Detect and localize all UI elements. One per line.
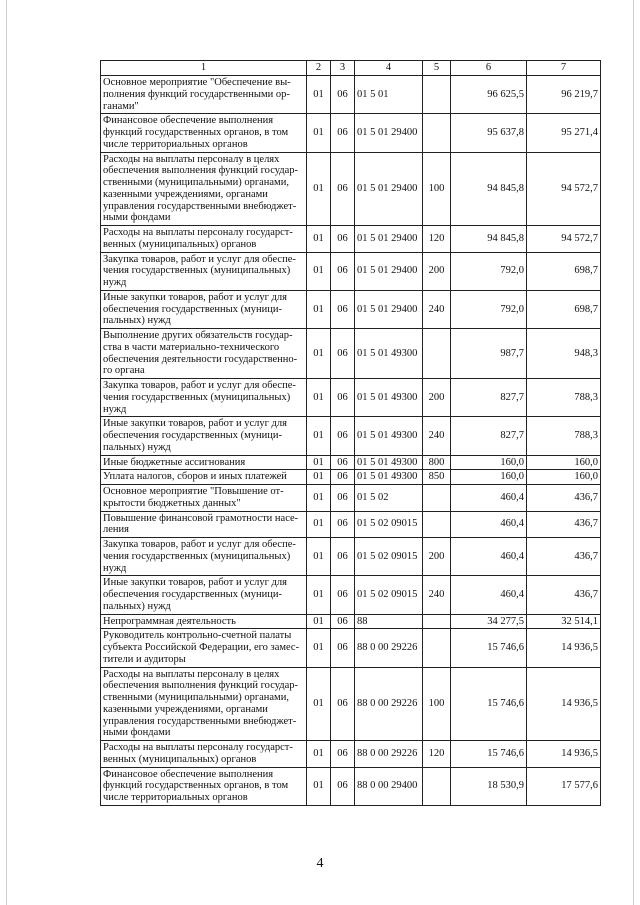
table-row <box>101 114 601 152</box>
col-header-expense-type: 5 <box>423 61 451 76</box>
row-target-code-cell: 01 5 02 <box>355 485 423 512</box>
row-section-cell: 01 <box>307 417 331 455</box>
row-amount-2-cell: 96 219,7 <box>527 76 601 114</box>
table-row <box>101 290 601 328</box>
row-subsection-cell: 06 <box>331 538 355 576</box>
row-target-code-cell: 88 0 00 29226 <box>355 741 423 768</box>
row-expense-type-cell: 100 <box>423 667 451 741</box>
row-target-code-cell: 01 5 01 49300 <box>355 329 423 379</box>
row-amount-1-cell: 160,0 <box>451 470 527 485</box>
row-expense-type-cell: 200 <box>423 538 451 576</box>
row-subsection-cell: 06 <box>331 741 355 768</box>
row-section-cell: 01 <box>307 152 331 226</box>
col-header-subsection: 3 <box>331 61 355 76</box>
row-target-code-cell: 01 5 01 29400 <box>355 252 423 290</box>
row-section-cell: 01 <box>307 226 331 253</box>
row-amount-2-cell: 788,3 <box>527 379 601 417</box>
row-amount-2-cell: 788,3 <box>527 417 601 455</box>
row-name-cell: Основное мероприятие "Повышение от- крытости бюджетных данных" <box>101 485 307 512</box>
row-target-code-cell: 01 5 02 09015 <box>355 576 423 614</box>
row-amount-2-cell: 14 936,5 <box>527 629 601 667</box>
row-target-code-cell: 01 5 02 09015 <box>355 538 423 576</box>
row-amount-2-cell: 14 936,5 <box>527 667 601 741</box>
row-amount-1-cell: 827,7 <box>451 417 527 455</box>
row-subsection-cell: 06 <box>331 226 355 253</box>
row-amount-2-cell: 698,7 <box>527 252 601 290</box>
col-header-amount-1: 6 <box>451 61 527 76</box>
table-row <box>101 417 601 455</box>
row-name-cell: Выполнение других обязательств государ- ства в части материально-технического обеспечения деятельности государственно- го органа <box>101 329 307 379</box>
row-section-cell: 01 <box>307 290 331 328</box>
row-target-code-cell: 01 5 01 49300 <box>355 455 423 470</box>
table-row <box>101 767 601 805</box>
row-amount-2-cell: 32 514,1 <box>527 614 601 629</box>
row-name-cell: Руководитель контрольно-счетной палаты субъекта Российской Федерации, его замес- тители и аудиторы <box>101 629 307 667</box>
row-amount-2-cell: 436,7 <box>527 538 601 576</box>
row-subsection-cell: 06 <box>331 417 355 455</box>
row-expense-type-cell <box>423 629 451 667</box>
row-name-cell: Расходы на выплаты персоналу в целях обеспечения выполнения функций государ- ственными (муниципальными) органами, казенными учреждениями, органами управления государственными внебюджет- ными фондами <box>101 152 307 226</box>
table-row <box>101 329 601 379</box>
row-amount-1-cell: 460,4 <box>451 576 527 614</box>
row-subsection-cell: 06 <box>331 252 355 290</box>
row-section-cell: 01 <box>307 741 331 768</box>
row-name-cell: Основное мероприятие "Обеспечение вы- полнения функций государственными ор- ганами" <box>101 76 307 114</box>
col-header-name: 1 <box>101 61 307 76</box>
table-row <box>101 379 601 417</box>
row-name-cell: Финансовое обеспечение выполнения функций государственных органов, в том числе территориальных органов <box>101 767 307 805</box>
row-target-code-cell: 88 0 00 29226 <box>355 629 423 667</box>
row-section-cell: 01 <box>307 511 331 538</box>
row-target-code-cell: 88 <box>355 614 423 629</box>
row-expense-type-cell: 240 <box>423 417 451 455</box>
row-amount-1-cell: 96 625,5 <box>451 76 527 114</box>
row-target-code-cell: 88 0 00 29226 <box>355 667 423 741</box>
row-subsection-cell: 06 <box>331 470 355 485</box>
row-expense-type-cell: 240 <box>423 290 451 328</box>
row-section-cell: 01 <box>307 252 331 290</box>
row-amount-2-cell: 698,7 <box>527 290 601 328</box>
row-name-cell: Закупка товаров, работ и услуг для обеспе- чения государственных (муниципальных) нужд <box>101 252 307 290</box>
row-amount-2-cell: 95 271,4 <box>527 114 601 152</box>
row-name-cell: Иные закупки товаров, работ и услуг для обеспечения государственных (муници- пальных) нужд <box>101 576 307 614</box>
row-name-cell: Иные закупки товаров, работ и услуг для обеспечения государственных (муници- пальных) нужд <box>101 290 307 328</box>
table-row <box>101 226 601 253</box>
row-target-code-cell: 01 5 01 49300 <box>355 379 423 417</box>
row-subsection-cell: 06 <box>331 379 355 417</box>
row-amount-1-cell: 95 637,8 <box>451 114 527 152</box>
row-section-cell: 01 <box>307 538 331 576</box>
row-target-code-cell: 01 5 01 29400 <box>355 226 423 253</box>
row-amount-1-cell: 94 845,8 <box>451 226 527 253</box>
table-row <box>101 614 601 629</box>
row-amount-1-cell: 792,0 <box>451 252 527 290</box>
row-name-cell: Повышение финансовой грамотности насе- ления <box>101 511 307 538</box>
table-row <box>101 76 601 114</box>
row-expense-type-cell: 120 <box>423 741 451 768</box>
row-section-cell: 01 <box>307 614 331 629</box>
row-name-cell: Расходы на выплаты персоналу государст- венных (муниципальных) органов <box>101 226 307 253</box>
row-subsection-cell: 06 <box>331 767 355 805</box>
table-row <box>101 741 601 768</box>
row-section-cell: 01 <box>307 329 331 379</box>
row-target-code-cell: 01 5 01 29400 <box>355 152 423 226</box>
row-section-cell: 01 <box>307 76 331 114</box>
row-target-code-cell: 01 5 01 29400 <box>355 114 423 152</box>
row-name-cell: Расходы на выплаты персоналу в целях обеспечения выполнения функций государ- ственными (муниципальными) органами, казенными учреждениями, органами управления государственными внебюджет- ными фондами <box>101 667 307 741</box>
row-expense-type-cell <box>423 329 451 379</box>
row-expense-type-cell <box>423 614 451 629</box>
row-subsection-cell: 06 <box>331 511 355 538</box>
row-name-cell: Финансовое обеспечение выполнения функций государственных органов, в том числе территориальных органов <box>101 114 307 152</box>
row-amount-1-cell: 15 746,6 <box>451 667 527 741</box>
table-row <box>101 538 601 576</box>
row-subsection-cell: 06 <box>331 114 355 152</box>
table-row <box>101 629 601 667</box>
header-row <box>101 61 601 76</box>
table-row <box>101 511 601 538</box>
row-subsection-cell: 06 <box>331 667 355 741</box>
page-number: 4 <box>316 856 324 871</box>
row-target-code-cell: 01 5 01 29400 <box>355 290 423 328</box>
row-amount-1-cell: 987,7 <box>451 329 527 379</box>
row-subsection-cell: 06 <box>331 629 355 667</box>
row-amount-2-cell: 17 577,6 <box>527 767 601 805</box>
row-section-cell: 01 <box>307 470 331 485</box>
table-row <box>101 152 601 226</box>
row-section-cell: 01 <box>307 455 331 470</box>
row-name-cell: Непрограммная деятельность <box>101 614 307 629</box>
row-target-code-cell: 01 5 01 <box>355 76 423 114</box>
row-amount-1-cell: 460,4 <box>451 485 527 512</box>
row-section-cell: 01 <box>307 379 331 417</box>
row-expense-type-cell <box>423 114 451 152</box>
row-section-cell: 01 <box>307 576 331 614</box>
row-section-cell: 01 <box>307 114 331 152</box>
col-header-target-code: 4 <box>355 61 423 76</box>
row-subsection-cell: 06 <box>331 290 355 328</box>
row-amount-2-cell: 436,7 <box>527 485 601 512</box>
row-amount-1-cell: 827,7 <box>451 379 527 417</box>
row-expense-type-cell: 120 <box>423 226 451 253</box>
row-section-cell: 01 <box>307 667 331 741</box>
row-expense-type-cell: 200 <box>423 252 451 290</box>
row-name-cell: Расходы на выплаты персоналу государст- венных (муниципальных) органов <box>101 741 307 768</box>
row-amount-2-cell: 436,7 <box>527 511 601 538</box>
row-amount-2-cell: 94 572,7 <box>527 152 601 226</box>
row-amount-1-cell: 18 530,9 <box>451 767 527 805</box>
col-header-section: 2 <box>307 61 331 76</box>
row-name-cell: Закупка товаров, работ и услуг для обеспе- чения государственных (муниципальных) нужд <box>101 379 307 417</box>
row-expense-type-cell: 240 <box>423 576 451 614</box>
table-row <box>101 252 601 290</box>
row-name-cell: Уплата налогов, сборов и иных платежей <box>101 470 307 485</box>
row-amount-2-cell: 436,7 <box>527 576 601 614</box>
row-section-cell: 01 <box>307 767 331 805</box>
table-row <box>101 455 601 470</box>
page-edge-right <box>633 0 634 905</box>
table-row <box>101 667 601 741</box>
table-row <box>101 470 601 485</box>
row-subsection-cell: 06 <box>331 576 355 614</box>
row-subsection-cell: 06 <box>331 152 355 226</box>
row-section-cell: 01 <box>307 485 331 512</box>
table-row <box>101 576 601 614</box>
row-amount-1-cell: 160,0 <box>451 455 527 470</box>
row-amount-2-cell: 948,3 <box>527 329 601 379</box>
row-target-code-cell: 01 5 01 49300 <box>355 470 423 485</box>
row-amount-1-cell: 15 746,6 <box>451 629 527 667</box>
row-expense-type-cell: 800 <box>423 455 451 470</box>
row-amount-1-cell: 15 746,6 <box>451 741 527 768</box>
row-subsection-cell: 06 <box>331 455 355 470</box>
row-target-code-cell: 01 5 01 49300 <box>355 417 423 455</box>
row-amount-1-cell: 34 277,5 <box>451 614 527 629</box>
row-target-code-cell: 88 0 00 29400 <box>355 767 423 805</box>
row-amount-1-cell: 94 845,8 <box>451 152 527 226</box>
row-expense-type-cell: 100 <box>423 152 451 226</box>
row-name-cell: Иные бюджетные ассигнования <box>101 455 307 470</box>
row-amount-2-cell: 160,0 <box>527 470 601 485</box>
row-expense-type-cell <box>423 485 451 512</box>
row-amount-2-cell: 14 936,5 <box>527 741 601 768</box>
row-name-cell: Иные закупки товаров, работ и услуг для обеспечения государственных (муници- пальных) нужд <box>101 417 307 455</box>
row-amount-1-cell: 792,0 <box>451 290 527 328</box>
row-amount-1-cell: 460,4 <box>451 538 527 576</box>
row-name-cell: Закупка товаров, работ и услуг для обеспе- чения государственных (муниципальных) нужд <box>101 538 307 576</box>
row-subsection-cell: 06 <box>331 76 355 114</box>
col-header-amount-2: 7 <box>527 61 601 76</box>
row-amount-2-cell: 160,0 <box>527 455 601 470</box>
row-expense-type-cell <box>423 511 451 538</box>
row-expense-type-cell: 200 <box>423 379 451 417</box>
page-edge-left <box>6 0 7 905</box>
table-row <box>101 485 601 512</box>
row-expense-type-cell <box>423 76 451 114</box>
row-amount-2-cell: 94 572,7 <box>527 226 601 253</box>
budget-table <box>100 60 601 806</box>
row-subsection-cell: 06 <box>331 485 355 512</box>
row-subsection-cell: 06 <box>331 329 355 379</box>
table-body <box>101 76 601 806</box>
row-subsection-cell: 06 <box>331 614 355 629</box>
row-expense-type-cell: 850 <box>423 470 451 485</box>
row-amount-1-cell: 460,4 <box>451 511 527 538</box>
row-expense-type-cell <box>423 767 451 805</box>
row-target-code-cell: 01 5 02 09015 <box>355 511 423 538</box>
row-section-cell: 01 <box>307 629 331 667</box>
